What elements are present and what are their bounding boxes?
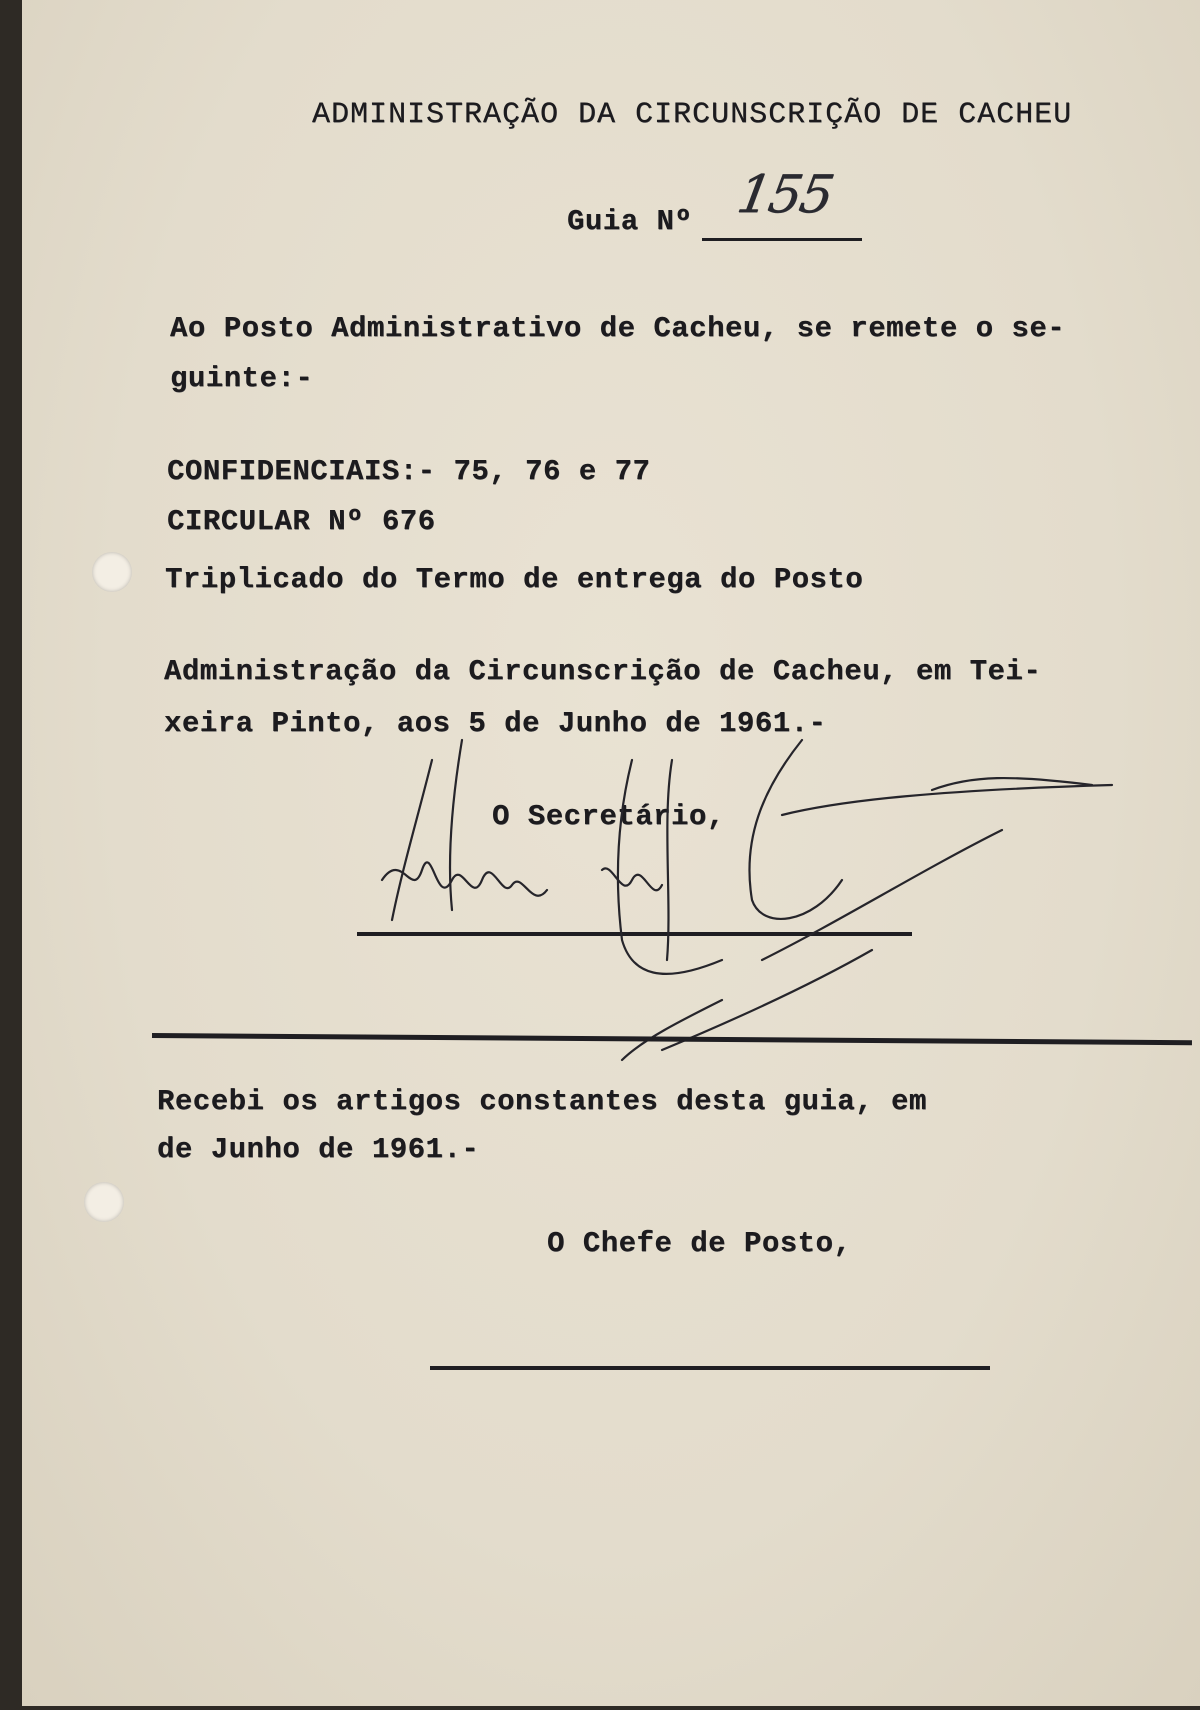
dateline-line-1: Administração da Circunscrição de Cacheu, em Tei- — [164, 655, 1042, 688]
guia-label: Guia Nº — [567, 205, 693, 238]
receipt-line-1: Recebi os artigos constantes desta guia, em — [157, 1085, 927, 1118]
section-separator — [152, 1033, 1192, 1045]
dateline-line-2: xeira Pinto, aos 5 de Junho de 1961.- — [164, 707, 827, 740]
guia-number-handwritten: 155 — [732, 165, 837, 225]
signature-line — [357, 932, 912, 936]
document-page — [22, 0, 1200, 1706]
secretario-title: O Secretário, — [492, 800, 725, 833]
punch-hole-top — [92, 552, 132, 592]
body-line-2: guinte:- — [170, 362, 314, 395]
triplicado-line: Triplicado do Termo de entrega do Posto — [165, 563, 864, 596]
office-title: ADMINISTRAÇÃO DA CIRCUNSCRIÇÃO DE CACHEU — [312, 98, 1073, 132]
circular-line: CIRCULAR Nº 676 — [167, 505, 436, 538]
receipt-signature-line — [430, 1366, 990, 1370]
secretario-signature — [22, 0, 1200, 1706]
body-line-1: Ao Posto Administrativo de Cacheu, se remete o se- — [170, 312, 1066, 345]
punch-hole-bottom — [84, 1182, 124, 1222]
confidenciais-line: CONFIDENCIAIS:- 75, 76 e 77 — [167, 455, 651, 488]
chefe-de-posto-title: O Chefe de Posto, — [547, 1227, 852, 1260]
receipt-line-2: de Junho de 1961.- — [157, 1133, 480, 1166]
guia-number-underline — [702, 238, 862, 241]
